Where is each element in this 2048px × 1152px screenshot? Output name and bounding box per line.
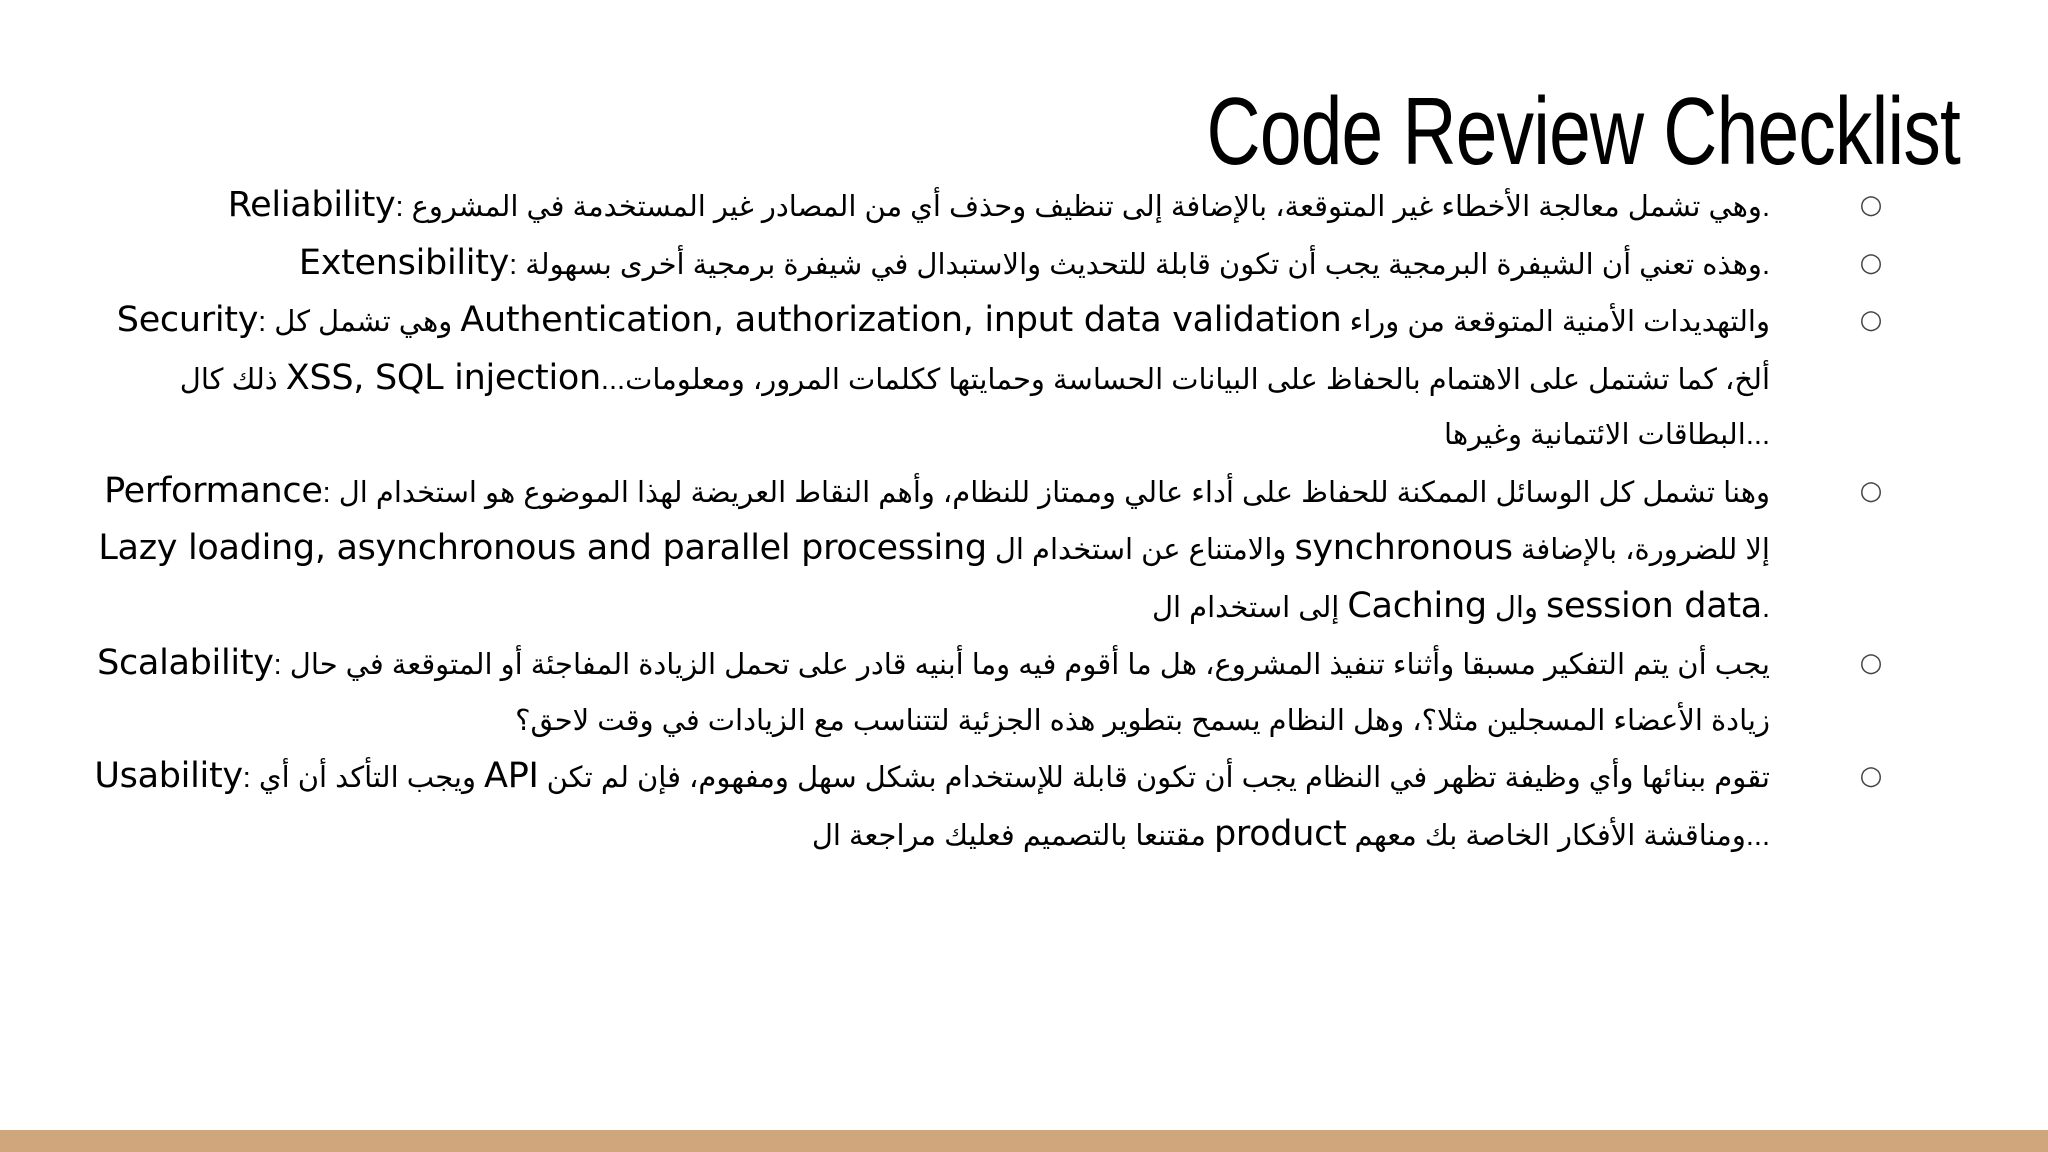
item-description: والامتناع عن استخدام ال: [986, 534, 1295, 566]
hollow-circle-bullet-icon: ○: [1859, 648, 1883, 678]
item-description: : وهذه تعني أن الشيفرة البرمجية يجب أن تكون قابلة للتحديث والاستبدال في شيفرة برمجية أخرى بسهولة.: [509, 248, 1770, 281]
item-text: [88, 293, 1770, 464]
hollow-circle-bullet-icon: ○: [1859, 305, 1883, 335]
hollow-circle-bullet-icon: ○: [1859, 761, 1883, 791]
item-inline-term: Caching: [1347, 585, 1487, 626]
item-description: ومناقشة الأفكار الخاصة بك معهم...: [1346, 819, 1770, 852]
item-inline-term: product: [1213, 813, 1347, 854]
slide-title: Code Review Checklist: [1206, 78, 1960, 185]
item-text: [88, 464, 1770, 637]
checklist: [88, 178, 1902, 864]
item-inline-term: Authentication, authorization, input data validation: [460, 300, 1342, 340]
item-term: Usability: [94, 756, 243, 796]
item-text: [88, 636, 1770, 749]
item-term: Security: [116, 300, 259, 340]
checklist-item-performance: [88, 464, 1902, 637]
item-description: : يجب أن يتم التفكير مسبقا وأثناء تنفيذ المشروع، هل ما أقوم فيه وما أبنيه قادر على تحمل الزيادة المفاجئة أو المتوقعة في حال زيادة الأعضاء المسجلين مثلا؟، وهل النظام يسمح بتطوير هذه الجزئية لتتناسب مع الزيادات في وقت لاحق؟: [273, 649, 1770, 737]
item-text: [88, 749, 1770, 864]
checklist-item-extensibility: [88, 236, 1902, 294]
item-description: : ويجب التأكد أن أي: [242, 762, 485, 794]
item-inline-term: session data: [1546, 585, 1762, 626]
item-term: Reliability: [227, 185, 396, 225]
checklist-item-scalability: [88, 636, 1902, 749]
item-description: إلا للضرورة، بالإضافة إلى استخدام ال: [1151, 534, 1770, 624]
item-inline-term: API: [484, 756, 539, 796]
item-description: ...ألخ، كما تشتمل على الاهتمام بالحفاظ على البيانات الحساسة وحمايتها ككلمات المرور، ومعلومات البطاقات الائتمانية وغيرها...: [600, 363, 1770, 451]
item-description: والتهديدات الأمنية المتوقعة من وراء ذلك كال: [179, 306, 1770, 396]
item-description: : وهنا تشمل كل الوسائل الممكنة للحفاظ على أداء عالي وممتاز للنظام، وأهم النقاط العريضة لهذا الموضوع هو استخدام ال: [322, 476, 1770, 509]
checklist-item-reliability: [88, 178, 1902, 236]
item-term: Extensibility: [298, 242, 510, 283]
item-inline-term: Lazy loading, asynchronous and parallel processing: [98, 528, 987, 568]
item-description: : وهي تشمل كل: [258, 306, 461, 338]
hollow-circle-bullet-icon: ○: [1859, 475, 1883, 506]
item-text: [88, 178, 1770, 236]
hollow-circle-bullet-icon: ○: [1859, 190, 1883, 220]
item-inline-term: XSS, SQL injection: [285, 357, 601, 398]
item-inline-term: synchronous: [1294, 528, 1513, 568]
item-description: .: [1761, 591, 1770, 624]
footer-bar: [0, 1130, 2048, 1152]
checklist-item-usability: [88, 749, 1902, 864]
item-description: وال: [1486, 591, 1547, 624]
item-description: تقوم ببنائها وأي وظيفة تظهر في النظام يجب أن تكون قابلة للإستخدام بشكل سهل ومفهوم، فإن لم تكن مقتنعا بالتصميم فعليك مراجعة ال: [538, 762, 1770, 852]
item-term: Performance: [104, 470, 323, 511]
item-text: [88, 236, 1770, 294]
checklist-item-security: [88, 293, 1902, 464]
item-term: Scalability: [97, 643, 274, 683]
hollow-circle-bullet-icon: ○: [1859, 247, 1883, 278]
item-description: : وهي تشمل معالجة الأخطاء غير المتوقعة، بالإضافة إلى تنظيف وحذف أي من المصادر غير المستخدمة في المشروع.: [395, 191, 1770, 223]
